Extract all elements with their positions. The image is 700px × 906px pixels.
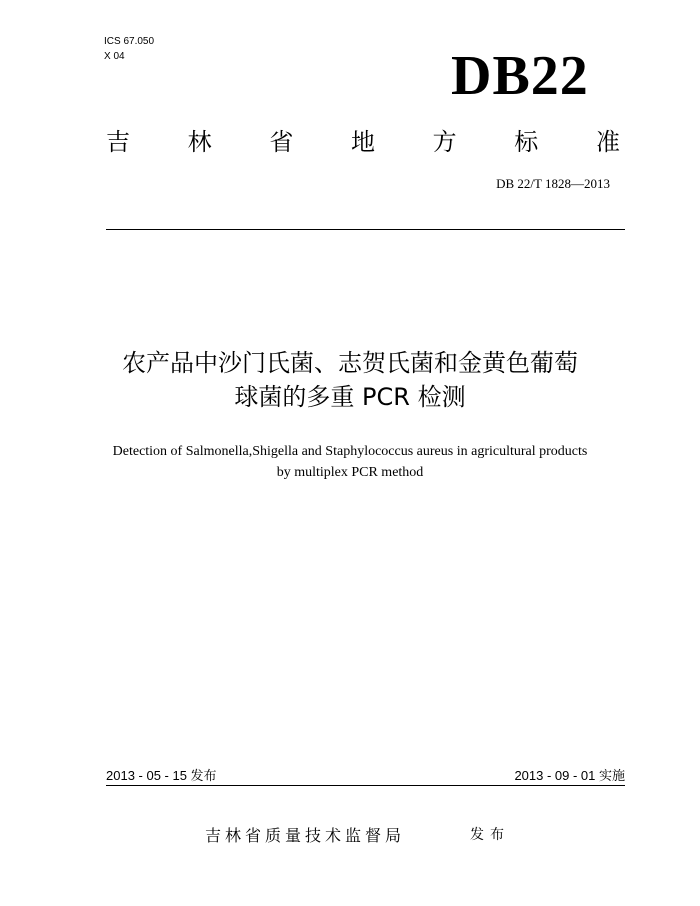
english-title bbox=[60, 441, 640, 483]
standard-type-char: 方 bbox=[432, 128, 457, 156]
issuing-authority: 吉林省质量技术监督局 bbox=[205, 826, 406, 845]
dates-row bbox=[106, 767, 625, 784]
standard-type-char: 省 bbox=[269, 128, 294, 156]
english-title-line: by multiplex PCR method bbox=[276, 465, 424, 480]
standard-type-char: 地 bbox=[350, 128, 375, 156]
chinese-title-line: 球菌的多重 PCR 检测 bbox=[234, 383, 466, 411]
ics-code: ICS 67.050 bbox=[104, 36, 155, 47]
standard-type-char: 林 bbox=[187, 128, 212, 156]
standard-number: DB 22/T 1828—2013 bbox=[496, 176, 610, 191]
class-code: X 04 bbox=[104, 51, 125, 62]
issue-date: 2013 - 05 - 15 发布 bbox=[106, 768, 217, 783]
standard-type-char: 准 bbox=[595, 128, 620, 156]
standard-type-char: 吉 bbox=[106, 128, 130, 156]
chinese-title bbox=[60, 346, 640, 414]
dates-divider bbox=[106, 785, 625, 786]
standard-type-heading bbox=[106, 127, 620, 157]
header-divider bbox=[106, 229, 625, 230]
standard-type-char: 标 bbox=[514, 128, 539, 156]
implement-date: 2013 - 09 - 01 实施 bbox=[514, 768, 625, 783]
english-title-line: Detection of Salmonella,Shigella and Staphylococcus aureus in agricultural products bbox=[112, 444, 588, 459]
classification-codes bbox=[104, 34, 154, 64]
standard-prefix-mark: DB22 bbox=[451, 45, 589, 107]
issue-label: 发布 bbox=[470, 827, 510, 843]
chinese-title-line: 农产品中沙门氏菌、志贺氏菌和金黄色葡萄 bbox=[122, 349, 578, 377]
